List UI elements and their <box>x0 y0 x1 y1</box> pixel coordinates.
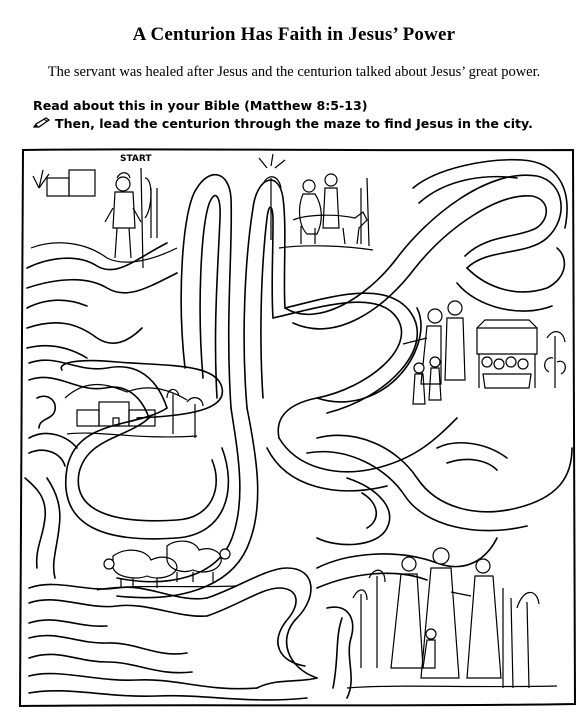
scene-sheep-flock <box>97 541 237 590</box>
start-label: START <box>120 154 152 164</box>
scene-jesus-at-market <box>403 301 565 404</box>
instruction-read-text: Read about this in your Bible (Matthew 8:5-13) <box>33 98 368 113</box>
scene-village-houses <box>65 385 203 439</box>
instruction-maze-text: Then, lead the centurion through the maze to find Jesus in the city. <box>55 116 533 131</box>
instruction-read <box>33 98 368 113</box>
instruction-maze <box>33 116 533 131</box>
maze-outer-border <box>20 149 575 706</box>
scene-jesus-and-centurion <box>347 548 557 688</box>
scene-jesus-on-donkey <box>259 154 373 250</box>
scene-centurion-start <box>31 168 177 268</box>
page-subtitle: The servant was healed after Jesus and the centurion talked about Jesus’ great power. <box>47 64 541 80</box>
maze-walls <box>25 160 572 700</box>
maze-area[interactable] <box>17 148 579 708</box>
pencil-icon <box>33 117 51 129</box>
page-title: A Centurion Has Faith in Jesus’ Power <box>132 24 456 45</box>
